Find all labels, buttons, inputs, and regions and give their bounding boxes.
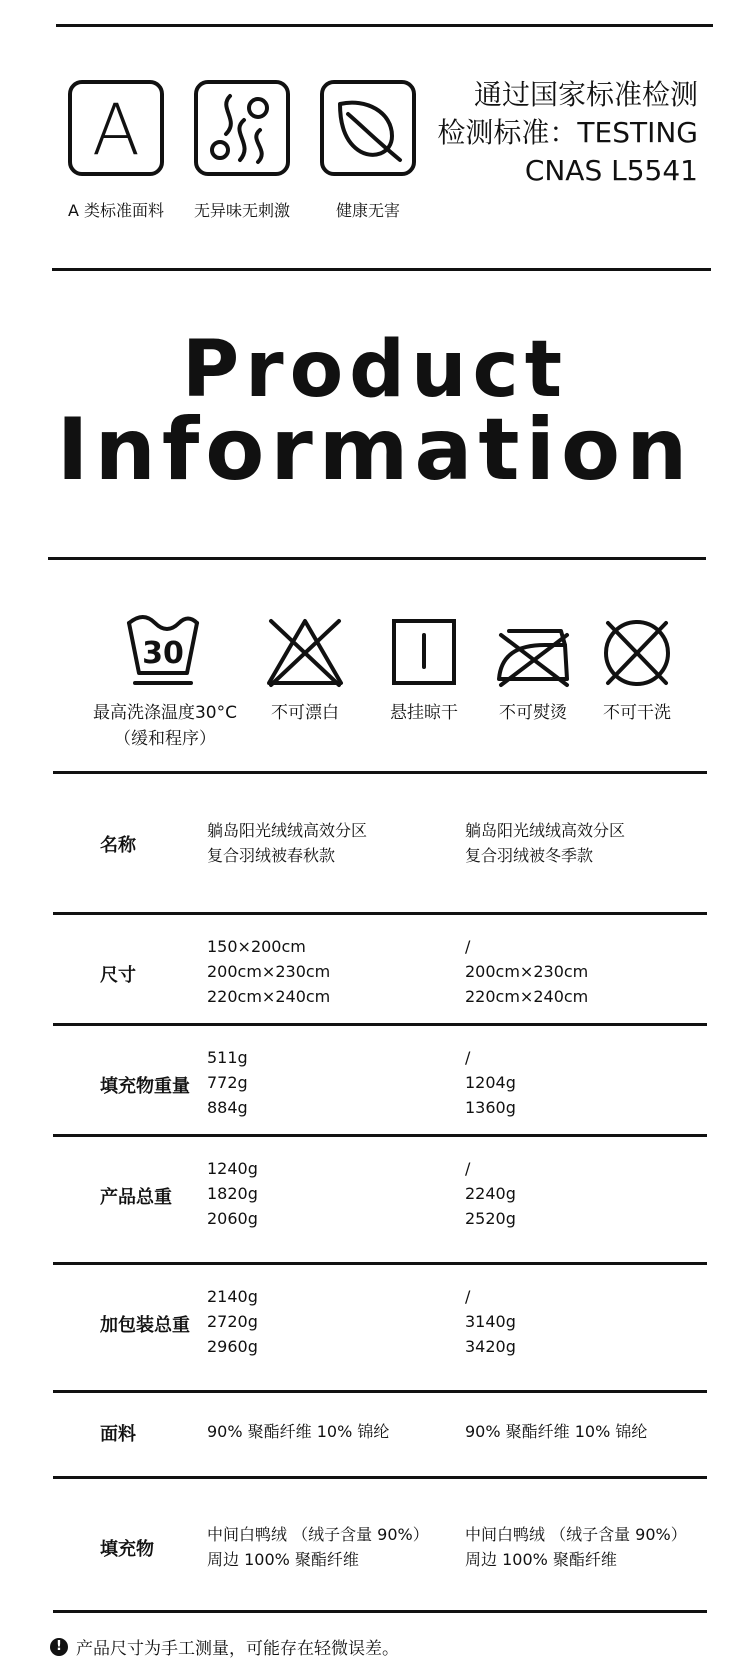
exclamation-icon: ! xyxy=(50,1638,68,1656)
wash-temperature: 30 xyxy=(142,636,184,671)
table-row-divider xyxy=(53,912,707,915)
cell-size-spring: 150×200cm 200cm×230cm 220cm×240cm xyxy=(207,937,331,1006)
row-label-fabric: 面料 xyxy=(100,1424,136,1445)
row-label-size: 尺寸 xyxy=(100,965,136,986)
cell-fill-weight-winter: / 1204g 1360g xyxy=(465,1048,516,1117)
row-label-packaged-weight: 加包装总重 xyxy=(100,1315,190,1336)
table-row-divider xyxy=(53,1262,707,1265)
care-label-wash: 最高洗涤温度30°C xyxy=(92,703,237,723)
table-row-divider xyxy=(53,1476,707,1479)
cell-product-weight-spring: 1240g 1820g 2060g xyxy=(207,1159,258,1228)
badge-caption-healthy: 健康无害 xyxy=(335,201,400,220)
hero-title-line-2: Information xyxy=(56,400,694,500)
top-divider xyxy=(56,24,713,27)
badge-caption-no-odor: 无异味无刺激 xyxy=(193,201,290,220)
cell-fabric-spring: 90% 聚酯纤维 10% 锦纶 xyxy=(207,1422,390,1441)
measurement-note xyxy=(50,1634,399,1659)
certification-line-3: CNAS L5541 xyxy=(524,154,698,187)
care-label-no-dry-clean: 不可干洗 xyxy=(603,703,671,723)
care-label-hang-dry: 悬挂晾干 xyxy=(390,703,458,723)
badge-caption-grade-a: A 类标准面料 xyxy=(67,201,165,220)
no-iron-icon xyxy=(493,615,573,689)
cell-filling-spring: 中间白鸭绒 （绒子含量 90%） 周边 100% 聚酯纤维 xyxy=(207,1525,429,1569)
certification-line-2: 检测标准：TESTING xyxy=(437,116,698,149)
care-label-wash-sub: （缓和程序） xyxy=(114,729,216,749)
cell-packaged-weight-winter: / 3140g 3420g xyxy=(465,1287,516,1356)
cell-product-weight-winter: / 2240g 2520g xyxy=(465,1159,516,1228)
row-label-filling: 填充物 xyxy=(100,1539,154,1560)
no-dry-clean-icon xyxy=(600,615,674,689)
grade-a-letter: A xyxy=(92,89,140,170)
cell-name-spring: 躺岛阳光绒绒高效分区 复合羽绒被春秋款 xyxy=(207,821,368,865)
row-label-product-weight: 产品总重 xyxy=(100,1187,172,1208)
cell-packaged-weight-spring: 2140g 2720g 2960g xyxy=(207,1287,258,1356)
cell-name-winter: 躺岛阳光绒绒高效分区 复合羽绒被冬季款 xyxy=(465,821,626,865)
table-row-divider xyxy=(53,1390,707,1393)
cell-fill-weight-spring: 511g 772g 884g xyxy=(207,1048,248,1117)
table-row-divider xyxy=(53,1023,707,1026)
section-divider xyxy=(52,268,711,271)
no-odor-icon xyxy=(194,80,290,176)
cell-filling-winter: 中间白鸭绒 （绒子含量 90%） 周边 100% 聚酯纤维 xyxy=(465,1525,687,1569)
hang-dry-icon xyxy=(390,615,458,689)
table-bottom-divider xyxy=(53,1610,707,1613)
grade-a-icon xyxy=(68,80,164,176)
certification-line-1: 通过国家标准检测 xyxy=(473,78,698,111)
wash-30-icon xyxy=(125,615,201,689)
section-divider xyxy=(48,557,706,560)
section-divider xyxy=(53,771,707,774)
table-row-divider xyxy=(53,1134,707,1137)
no-bleach-icon xyxy=(265,615,345,689)
care-label-no-bleach: 不可漂白 xyxy=(271,703,339,723)
care-label-no-iron: 不可熨烫 xyxy=(499,703,567,723)
measurement-note-text: 产品尺寸为手工测量，可能存在轻微误差。 xyxy=(76,1639,399,1659)
cell-size-winter: / 200cm×230cm 220cm×240cm xyxy=(465,937,589,1006)
hero-title-line-1: Product xyxy=(181,325,569,415)
row-label-fill-weight: 填充物重量 xyxy=(100,1076,190,1097)
row-label-name: 名称 xyxy=(100,835,136,856)
cell-fabric-winter: 90% 聚酯纤维 10% 锦纶 xyxy=(465,1422,648,1441)
leaf-icon xyxy=(320,80,416,176)
